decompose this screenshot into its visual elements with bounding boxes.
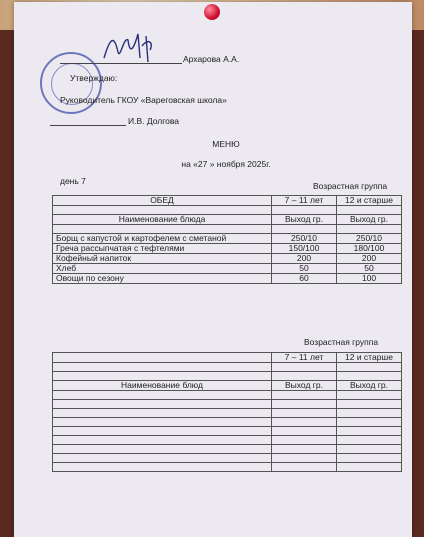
approve-title: Утверждаю: [70, 73, 118, 83]
age-group-label-2: Возрастная группа [304, 337, 379, 347]
approver-name: Архарова А.А. [183, 54, 240, 64]
table-row [53, 353, 402, 363]
table-subheader-cell: Выход гр. [337, 215, 402, 225]
portion-value: 250/10 [272, 234, 337, 244]
table-row [53, 463, 402, 472]
table-header-cell: 7 – 11 лет [272, 196, 337, 206]
table-row [53, 409, 402, 418]
portion-value: 150/100 [272, 244, 337, 254]
table-subheader-cell: Наименование блюда [53, 215, 272, 225]
table-row [53, 274, 402, 284]
table-row [53, 264, 402, 274]
table-subheader-cell: Наименование блюд [53, 381, 272, 391]
table-row [53, 418, 402, 427]
table-row [53, 234, 402, 244]
table-row [53, 254, 402, 264]
day-label: день 7 [60, 176, 86, 186]
head-signature-line [50, 125, 126, 126]
table-row [53, 363, 402, 372]
lunch-table [52, 195, 402, 284]
table-header-cell: 12 и старше [337, 353, 402, 363]
table-row [53, 445, 402, 454]
table-header-cell: 7 – 11 лет [272, 353, 337, 363]
table-row [53, 215, 402, 225]
table-row [53, 454, 402, 463]
portion-value: 200 [337, 254, 402, 264]
table-row [53, 381, 402, 391]
signature [100, 28, 170, 68]
head-name: И.В. Долгова [128, 116, 180, 126]
table-header-cell: ОБЕД [53, 196, 272, 206]
push-pin-icon [204, 4, 220, 20]
menu-date: на «27 » ноября 2025г. [181, 159, 271, 169]
table-row [53, 400, 402, 409]
table-row [53, 427, 402, 436]
portion-value: 250/10 [337, 234, 402, 244]
dish-name: Кофейный напиток [53, 254, 272, 264]
portion-value: 200 [272, 254, 337, 264]
head-label: Руководитель ГКОУ «Вареговская школа» [60, 95, 227, 105]
table-row [53, 196, 402, 206]
table-subheader-cell: Выход гр. [337, 381, 402, 391]
table-header-cell: 12 и старше [337, 196, 402, 206]
portion-value: 50 [272, 264, 337, 274]
table-header-cell [53, 353, 272, 363]
portion-value: 50 [337, 264, 402, 274]
table-row [53, 391, 402, 400]
signature-line [60, 63, 182, 64]
table-row [53, 244, 402, 254]
portion-value: 180/100 [337, 244, 402, 254]
dish-name: Овощи по сезону [53, 274, 272, 284]
second-menu-table [52, 352, 402, 472]
dish-name: Хлеб [53, 264, 272, 274]
age-group-label-1: Возрастная группа [313, 181, 388, 191]
portion-value: 60 [272, 274, 337, 284]
dish-name: Греча рассыпчатая с тефтелями [53, 244, 272, 254]
menu-title: МЕНЮ [212, 139, 240, 149]
portion-value: 100 [337, 274, 402, 284]
table-subheader-cell: Выход гр. [272, 215, 337, 225]
dish-name: Борщ с капустой и картофелем с сметаной [53, 234, 272, 244]
table-subheader-cell: Выход гр. [272, 381, 337, 391]
table-row [53, 436, 402, 445]
